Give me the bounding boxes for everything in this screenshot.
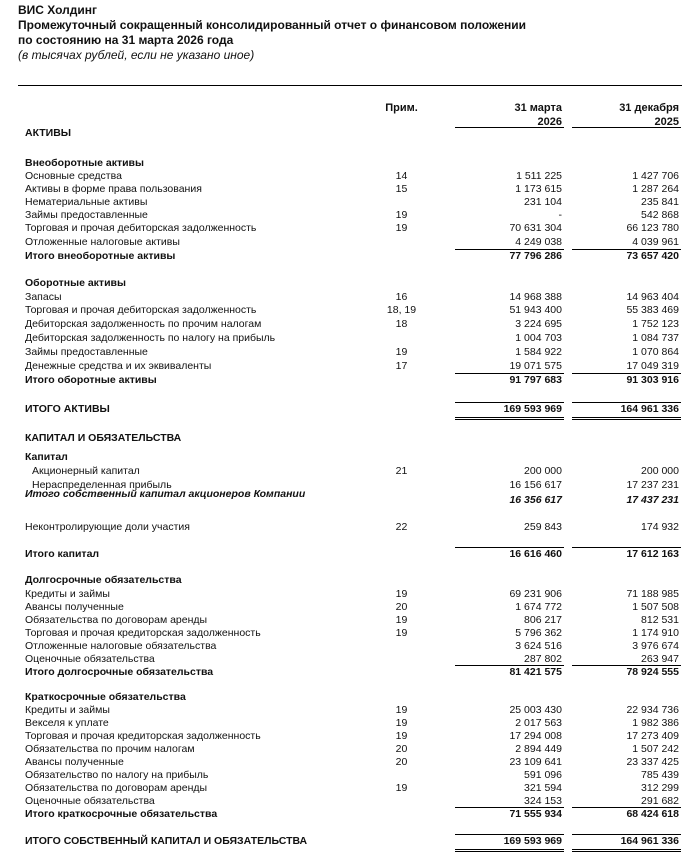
value-2026: 324 153 bbox=[524, 795, 562, 807]
value-2026: 1 173 615 bbox=[515, 183, 562, 195]
value-2025: 542 868 bbox=[641, 209, 679, 221]
value-2026: 591 096 bbox=[524, 769, 562, 781]
row-label: Кредиты и займы bbox=[25, 588, 110, 600]
table-row bbox=[0, 222, 700, 235]
value-2025: 78 924 555 bbox=[626, 666, 679, 678]
double-underline bbox=[572, 851, 681, 852]
table-row bbox=[0, 640, 700, 653]
column-2025-line1: 31 декабря bbox=[619, 102, 679, 114]
value-2025: 812 531 bbox=[641, 614, 679, 626]
value-2025: 235 841 bbox=[641, 196, 679, 208]
value-2025: 4 039 961 bbox=[632, 236, 679, 248]
total-row bbox=[0, 403, 700, 416]
value-2025: 3 976 674 bbox=[632, 640, 679, 652]
row-label: Оценочные обязательства bbox=[25, 653, 155, 665]
report-date: по состоянию на 31 марта 2026 года bbox=[18, 33, 234, 47]
table-row bbox=[0, 601, 700, 614]
row-label: Оценочные обязательства bbox=[25, 795, 155, 807]
value-2026: 16 356 617 bbox=[509, 494, 562, 506]
value-2025: 1 982 386 bbox=[632, 717, 679, 729]
row-label: Займы предоставленные bbox=[25, 209, 148, 221]
value-2026: - bbox=[558, 209, 562, 221]
value-2025: 71 188 985 bbox=[626, 588, 679, 600]
value-2026: 200 000 bbox=[524, 465, 562, 477]
value-2025: 1 507 242 bbox=[632, 743, 679, 755]
subsection-heading bbox=[0, 277, 700, 290]
table-row bbox=[0, 488, 700, 507]
report-title: Промежуточный сокращенный консолидированный отчет о финансовом положении bbox=[18, 18, 527, 32]
value-2025: 17 437 231 bbox=[626, 494, 679, 506]
table-row bbox=[0, 236, 700, 249]
row-label: Основные средства bbox=[25, 170, 122, 182]
table-row bbox=[0, 717, 700, 730]
row-label: ИТОГО СОБСТВЕННЫЙ КАПИТАЛ И ОБЯЗАТЕЛЬСТВА bbox=[25, 835, 308, 847]
row-label: Неконтролирующие доли участия bbox=[25, 521, 190, 533]
value-2025: 174 932 bbox=[641, 521, 679, 533]
row-note: 19 bbox=[395, 346, 408, 358]
total-rule bbox=[455, 402, 564, 403]
value-2026: 19 071 575 bbox=[509, 360, 562, 372]
table-row bbox=[0, 360, 700, 373]
total-row bbox=[0, 808, 700, 821]
value-2026: 1 674 772 bbox=[515, 601, 562, 613]
row-label: Векселя к уплате bbox=[25, 717, 109, 729]
table-row bbox=[0, 614, 700, 627]
value-2025: 17 273 409 bbox=[626, 730, 679, 742]
column-header-2026 bbox=[455, 101, 562, 129]
value-2025: 164 961 336 bbox=[620, 835, 679, 847]
value-2026: 17 294 008 bbox=[509, 730, 562, 742]
row-note: 18, 19 bbox=[386, 304, 417, 316]
row-note: 19 bbox=[395, 782, 408, 794]
column-2026-line1: 31 марта bbox=[514, 102, 562, 114]
value-2026: 259 843 bbox=[524, 521, 562, 533]
row-note: 15 bbox=[395, 183, 408, 195]
value-2026: 1 511 225 bbox=[516, 170, 562, 182]
row-label: Займы предоставленные bbox=[25, 346, 148, 358]
table-row bbox=[0, 196, 700, 209]
value-2026: 71 555 934 bbox=[509, 808, 562, 820]
total-row bbox=[0, 548, 700, 561]
double-underline bbox=[455, 851, 564, 852]
table-row bbox=[0, 291, 700, 304]
value-2025: 14 963 404 bbox=[626, 291, 679, 303]
table-row bbox=[0, 183, 700, 196]
section-heading bbox=[0, 127, 700, 140]
value-2026: 1 004 703 bbox=[515, 332, 562, 344]
row-label: Обязательства по договорам аренды bbox=[25, 782, 208, 794]
row-label: Торговая и прочая дебиторская задолженность bbox=[25, 222, 257, 234]
value-2026: 231 104 bbox=[524, 196, 562, 208]
total-rule bbox=[455, 373, 564, 374]
total-rule bbox=[455, 665, 564, 666]
column-note-label: Прим. bbox=[385, 102, 418, 114]
row-label: Запасы bbox=[25, 291, 62, 303]
value-2025: 68 424 618 bbox=[626, 808, 679, 820]
total-row bbox=[0, 835, 700, 848]
value-2026: 2 017 563 bbox=[515, 717, 562, 729]
table-row bbox=[0, 521, 700, 534]
row-label: Дебиторская задолженность по налогу на прибыль bbox=[25, 332, 276, 344]
value-2026: 169 593 969 bbox=[503, 403, 562, 415]
table-row bbox=[0, 209, 700, 222]
total-rule bbox=[572, 402, 681, 403]
value-2025: 312 299 bbox=[641, 782, 679, 794]
row-label: Капитал bbox=[25, 451, 68, 463]
value-2025: 23 337 425 bbox=[626, 756, 679, 768]
row-label: Итого оборотные активы bbox=[25, 374, 157, 386]
value-2025: 200 000 bbox=[641, 465, 679, 477]
value-2026: 14 968 388 bbox=[509, 291, 562, 303]
total-row bbox=[0, 666, 700, 679]
value-2025: 1 427 706 bbox=[632, 170, 679, 182]
row-note: 18 bbox=[395, 318, 408, 330]
value-2025: 66 123 780 bbox=[626, 222, 679, 234]
row-note: 20 bbox=[395, 743, 408, 755]
row-label: Торговая и прочая дебиторская задолженность bbox=[25, 304, 257, 316]
value-2025: 17 612 163 bbox=[626, 548, 679, 560]
total-rule bbox=[572, 834, 681, 835]
value-2026: 16 616 460 bbox=[509, 548, 562, 560]
value-2025: 17 237 231 bbox=[626, 479, 679, 491]
row-label: Акционерный капитал bbox=[32, 465, 140, 477]
row-label: Краткосрочные обязательства bbox=[25, 691, 186, 703]
table-row bbox=[0, 588, 700, 601]
value-2026: 16 156 617 bbox=[509, 479, 562, 491]
row-label: Итого долгосрочные обязательства bbox=[25, 666, 214, 678]
value-2026: 23 109 641 bbox=[509, 756, 562, 768]
total-rule bbox=[455, 807, 564, 808]
value-2025: 1 070 864 bbox=[632, 346, 679, 358]
table-row bbox=[0, 782, 700, 795]
row-label: Обязательства по прочим налогам bbox=[25, 743, 195, 755]
value-2026: 81 421 575 bbox=[509, 666, 562, 678]
table-row bbox=[0, 769, 700, 782]
value-2026: 3 624 516 bbox=[515, 640, 562, 652]
value-2025: 73 657 420 bbox=[626, 250, 679, 262]
row-label: Оборотные активы bbox=[25, 277, 126, 289]
value-2025: 1 174 910 bbox=[632, 627, 679, 639]
value-2026: 69 231 906 bbox=[509, 588, 562, 600]
value-2026: 1 584 922 bbox=[515, 346, 562, 358]
column-2026-line2: 2026 bbox=[537, 116, 562, 128]
value-2026: 321 594 bbox=[524, 782, 562, 794]
table-row bbox=[0, 465, 700, 478]
row-label: Итого капитал bbox=[25, 548, 100, 560]
row-label: Авансы полученные bbox=[25, 601, 124, 613]
column-header-2025 bbox=[572, 101, 679, 129]
value-2026: 3 224 695 bbox=[515, 318, 562, 330]
value-2025: 1 084 737 bbox=[632, 332, 679, 344]
value-2026: 70 631 304 bbox=[509, 222, 562, 234]
value-2025: 291 682 bbox=[641, 795, 679, 807]
total-rule bbox=[455, 249, 564, 250]
section-heading bbox=[0, 432, 700, 445]
row-label: АКТИВЫ bbox=[25, 127, 72, 139]
row-label: Обязательство по налогу на прибыль bbox=[25, 769, 209, 781]
value-2025: 1 507 508 bbox=[632, 601, 679, 613]
table-row bbox=[0, 756, 700, 769]
row-note: 19 bbox=[395, 717, 408, 729]
table-row bbox=[0, 627, 700, 640]
value-2025: 1 287 264 bbox=[632, 183, 679, 195]
row-note: 19 bbox=[395, 209, 408, 221]
value-2025: 263 947 bbox=[641, 653, 679, 665]
row-note: 19 bbox=[395, 730, 408, 742]
row-label: ИТОГО АКТИВЫ bbox=[25, 403, 110, 415]
value-2026: 25 003 430 bbox=[509, 704, 562, 716]
value-2025: 164 961 336 bbox=[620, 403, 679, 415]
total-rule bbox=[572, 547, 681, 548]
row-label: КАПИТАЛ И ОБЯЗАТЕЛЬСТВА bbox=[25, 432, 182, 444]
table-row bbox=[0, 743, 700, 756]
double-underline bbox=[572, 417, 681, 418]
value-2025: 22 934 736 bbox=[626, 704, 679, 716]
column-header-note bbox=[370, 101, 433, 115]
row-label: Отложенные налоговые обязательства bbox=[25, 640, 217, 652]
double-underline bbox=[455, 419, 564, 420]
table-row bbox=[0, 304, 700, 317]
row-note: 19 bbox=[395, 627, 408, 639]
row-note: 20 bbox=[395, 601, 408, 613]
total-row bbox=[0, 374, 700, 387]
row-label: Обязательства по договорам аренды bbox=[25, 614, 208, 626]
table-row bbox=[0, 170, 700, 183]
total-rule bbox=[572, 665, 681, 666]
row-label: Итого собственный капитал акционеров Компании bbox=[25, 488, 306, 500]
row-note: 22 bbox=[395, 521, 408, 533]
value-2026: 5 796 362 bbox=[515, 627, 562, 639]
subsection-heading bbox=[0, 691, 700, 704]
row-note: 16 bbox=[395, 291, 408, 303]
report-header bbox=[18, 3, 526, 63]
row-label: Отложенные налоговые активы bbox=[25, 236, 180, 248]
row-label: Активы в форме права пользования bbox=[25, 183, 202, 195]
company-name: ВИС Холдинг bbox=[18, 3, 98, 17]
subsection-heading bbox=[0, 451, 700, 464]
total-rule bbox=[572, 249, 681, 250]
value-2026: 169 593 969 bbox=[503, 835, 562, 847]
row-label: Долгосрочные обязательства bbox=[25, 574, 182, 586]
row-label: Кредиты и займы bbox=[25, 704, 110, 716]
row-label: Нематериальные активы bbox=[25, 196, 148, 208]
table-row bbox=[0, 704, 700, 717]
value-2026: 2 894 449 bbox=[515, 743, 562, 755]
row-label: Торговая и прочая кредиторская задолженность bbox=[25, 730, 261, 742]
row-label: Дебиторская задолженность по прочим налогам bbox=[25, 318, 262, 330]
row-label: Денежные средства и их эквиваленты bbox=[25, 360, 212, 372]
row-note: 19 bbox=[395, 222, 408, 234]
table-row bbox=[0, 318, 700, 331]
row-note: 21 bbox=[395, 465, 408, 477]
row-label: Авансы полученные bbox=[25, 756, 124, 768]
row-label: Нераспределенная прибыль bbox=[32, 479, 172, 491]
column-2025-line2: 2025 bbox=[654, 116, 679, 128]
row-label: Внеоборотные активы bbox=[25, 157, 144, 169]
total-rule bbox=[572, 807, 681, 808]
subsection-heading bbox=[0, 574, 700, 587]
double-underline bbox=[455, 417, 564, 418]
row-note: 17 bbox=[395, 360, 408, 372]
value-2025: 1 752 123 bbox=[632, 318, 679, 330]
value-2026: 806 217 bbox=[524, 614, 562, 626]
table-row bbox=[0, 730, 700, 743]
double-underline bbox=[572, 419, 681, 420]
total-rule bbox=[572, 373, 681, 374]
table-row bbox=[0, 346, 700, 359]
total-rule bbox=[455, 834, 564, 835]
row-note: 14 bbox=[395, 170, 408, 182]
value-2026: 91 797 683 bbox=[509, 374, 562, 386]
report-units: (в тысячах рублей, если не указано иное) bbox=[18, 48, 255, 62]
value-2025: 785 439 bbox=[641, 769, 679, 781]
value-2025: 91 303 916 bbox=[626, 374, 679, 386]
header-divider bbox=[18, 85, 682, 86]
total-row bbox=[0, 250, 700, 263]
row-note: 19 bbox=[395, 588, 408, 600]
row-note: 19 bbox=[395, 614, 408, 626]
value-2026: 4 249 038 bbox=[515, 236, 562, 248]
value-2026: 51 943 400 bbox=[509, 304, 562, 316]
total-rule bbox=[455, 547, 564, 548]
row-note: 19 bbox=[395, 704, 408, 716]
value-2026: 77 796 286 bbox=[509, 250, 562, 262]
double-underline bbox=[572, 849, 681, 850]
subsection-heading bbox=[0, 157, 700, 170]
row-label: Торговая и прочая кредиторская задолженность bbox=[25, 627, 261, 639]
value-2025: 17 049 319 bbox=[626, 360, 679, 372]
row-label: Итого краткосрочные обязательства bbox=[25, 808, 218, 820]
double-underline bbox=[455, 849, 564, 850]
value-2025: 55 383 469 bbox=[626, 304, 679, 316]
row-note: 20 bbox=[395, 756, 408, 768]
value-2026: 287 802 bbox=[524, 653, 562, 665]
table-row bbox=[0, 332, 700, 345]
row-label: Итого внеоборотные активы bbox=[25, 250, 176, 262]
